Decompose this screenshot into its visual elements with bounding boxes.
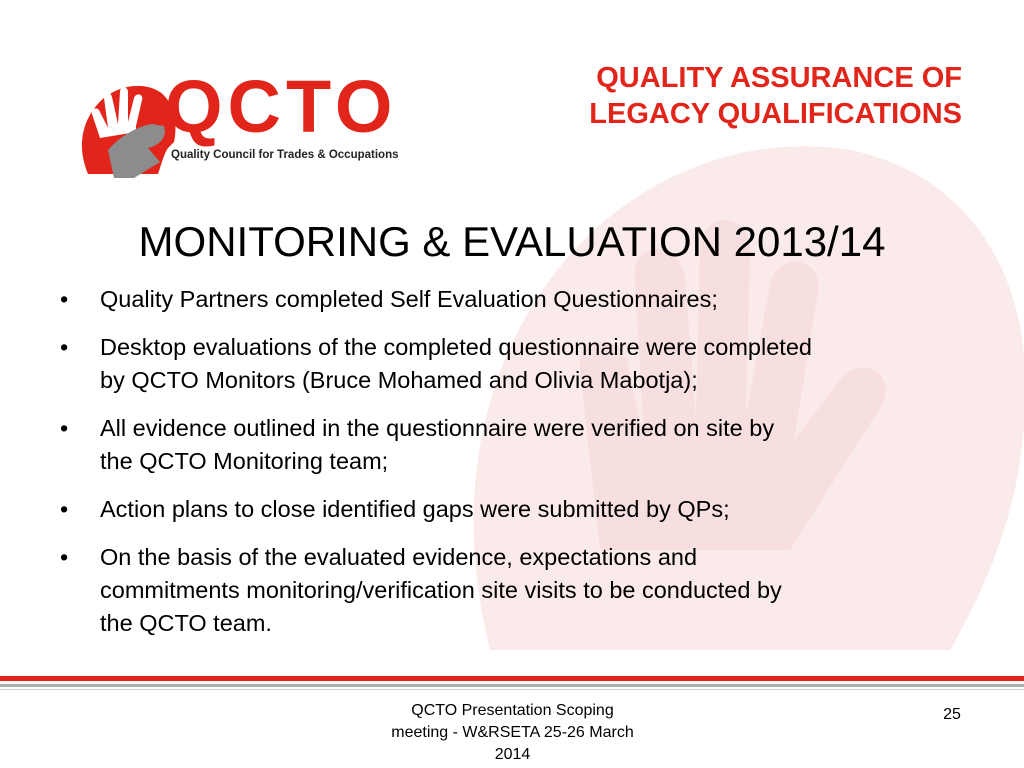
bullet-item (60, 331, 980, 397)
bullet-list (60, 283, 980, 655)
footer-caption (355, 700, 670, 766)
footer-divider-red (0, 676, 1024, 681)
bullet-item (60, 493, 980, 526)
footer-line2: meeting - W&RSETA 25-26 March (391, 724, 634, 741)
bullet-item (60, 283, 980, 316)
bullet-dot-icon: • (60, 496, 69, 522)
footer-divider-gray (0, 684, 1024, 687)
footer-divider-gray-thin (0, 689, 1024, 690)
logo-tagline: Quality Council for Trades & Occupations (171, 149, 399, 161)
bullet-dot-icon: • (60, 286, 69, 312)
bullet-line: On the basis of the evaluated evidence, expectations and (100, 544, 698, 570)
bullet-dot-icon: • (60, 544, 69, 570)
bullet-line: by QCTO Monitors (Bruce Mohamed and Olivia Mabotja); (100, 367, 698, 393)
header-title-line1: QUALITY ASSURANCE OF (596, 62, 962, 94)
bullet-dot-icon: • (60, 334, 69, 360)
logo-wordmark: QCTO (165, 65, 398, 148)
bullet-line: Desktop evaluations of the completed questionnaire were completed (100, 334, 812, 360)
bullet-item (60, 541, 980, 640)
footer-line1: QCTO Presentation Scoping (411, 702, 614, 719)
page-number: 25 (943, 706, 961, 723)
header-title-line2: LEGACY QUALIFICATIONS (589, 98, 962, 130)
bullet-line: Quality Partners completed Self Evaluation Questionnaires; (100, 286, 718, 312)
bullet-line: the QCTO team. (100, 610, 272, 636)
slide-title: MONITORING & EVALUATION 2013/14 (138, 218, 886, 265)
bullet-line: commitments monitoring/verification site visits to be conducted by (100, 577, 782, 603)
footer-line3: 2014 (494, 746, 531, 763)
bullet-line: Action plans to close identified gaps were submitted by QPs; (100, 496, 730, 522)
bullet-line: All evidence outlined in the questionnaire were verified on site by (100, 415, 775, 441)
bullet-line: the QCTO Monitoring team; (100, 448, 389, 474)
hand-head-icon (78, 78, 178, 178)
bullet-item (60, 412, 980, 478)
header-title (589, 60, 962, 132)
bullet-dot-icon: • (60, 415, 69, 441)
